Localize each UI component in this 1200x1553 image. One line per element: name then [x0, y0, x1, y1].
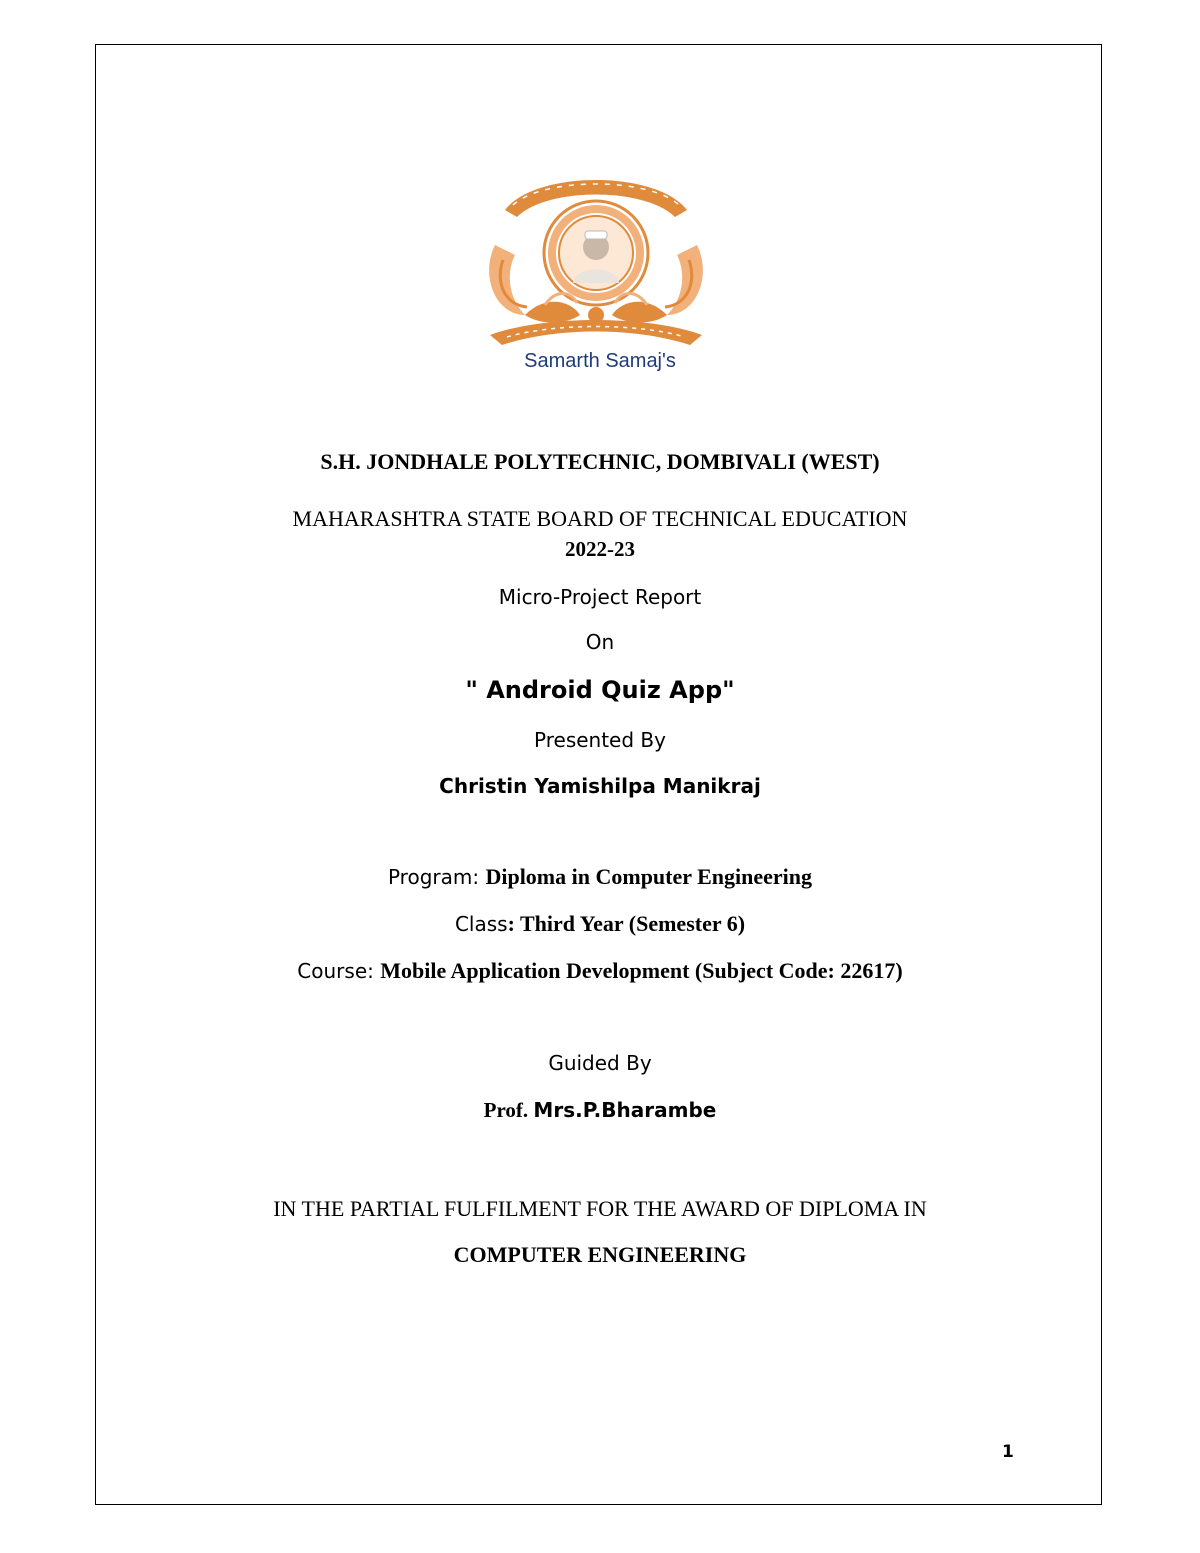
institute-name: S.H. JONDHALE POLYTECHNIC, DOMBIVALI (WEST)	[320, 449, 880, 474]
student-name: Christin Yamishilpa Manikraj	[439, 774, 761, 798]
course-label: Course:	[297, 959, 381, 983]
logo-caption: Samarth Samaj's	[524, 350, 676, 372]
board-name: MAHARASHTRA STATE BOARD OF TECHNICAL EDUCATION	[292, 506, 908, 531]
fulfilment-line-2: COMPUTER ENGINEERING	[453, 1242, 747, 1267]
class-label: Class	[454, 912, 508, 936]
course-line	[0, 958, 1200, 984]
guide-prefix: Prof.	[483, 1098, 534, 1122]
class-value: : Third Year (Semester 6)	[507, 911, 746, 936]
academic-year: 2022-23	[565, 537, 635, 561]
fulfilment-line-1: IN THE PARTIAL FULFILMENT FOR THE AWARD OF DIPLOMA IN	[273, 1196, 927, 1221]
on-label: On	[585, 630, 615, 654]
guide-name: Mrs.P.Bharambe	[533, 1098, 717, 1122]
course-value: Mobile Application Development (Subject Code: 22617)	[380, 958, 903, 983]
class-line	[0, 911, 1200, 937]
presented-by-label: Presented By	[534, 728, 666, 752]
program-value: Diploma in Computer Engineering	[485, 864, 813, 889]
program-label: Program:	[387, 865, 486, 889]
guided-by-label: Guided By	[548, 1051, 652, 1075]
report-type: Micro-Project Report	[498, 585, 702, 609]
guide-line	[0, 1098, 1200, 1123]
institution-emblem-icon	[485, 165, 707, 380]
page-number: 1	[1002, 1442, 1014, 1462]
project-title: " Android Quiz App"	[465, 676, 735, 704]
program-line	[0, 864, 1200, 890]
